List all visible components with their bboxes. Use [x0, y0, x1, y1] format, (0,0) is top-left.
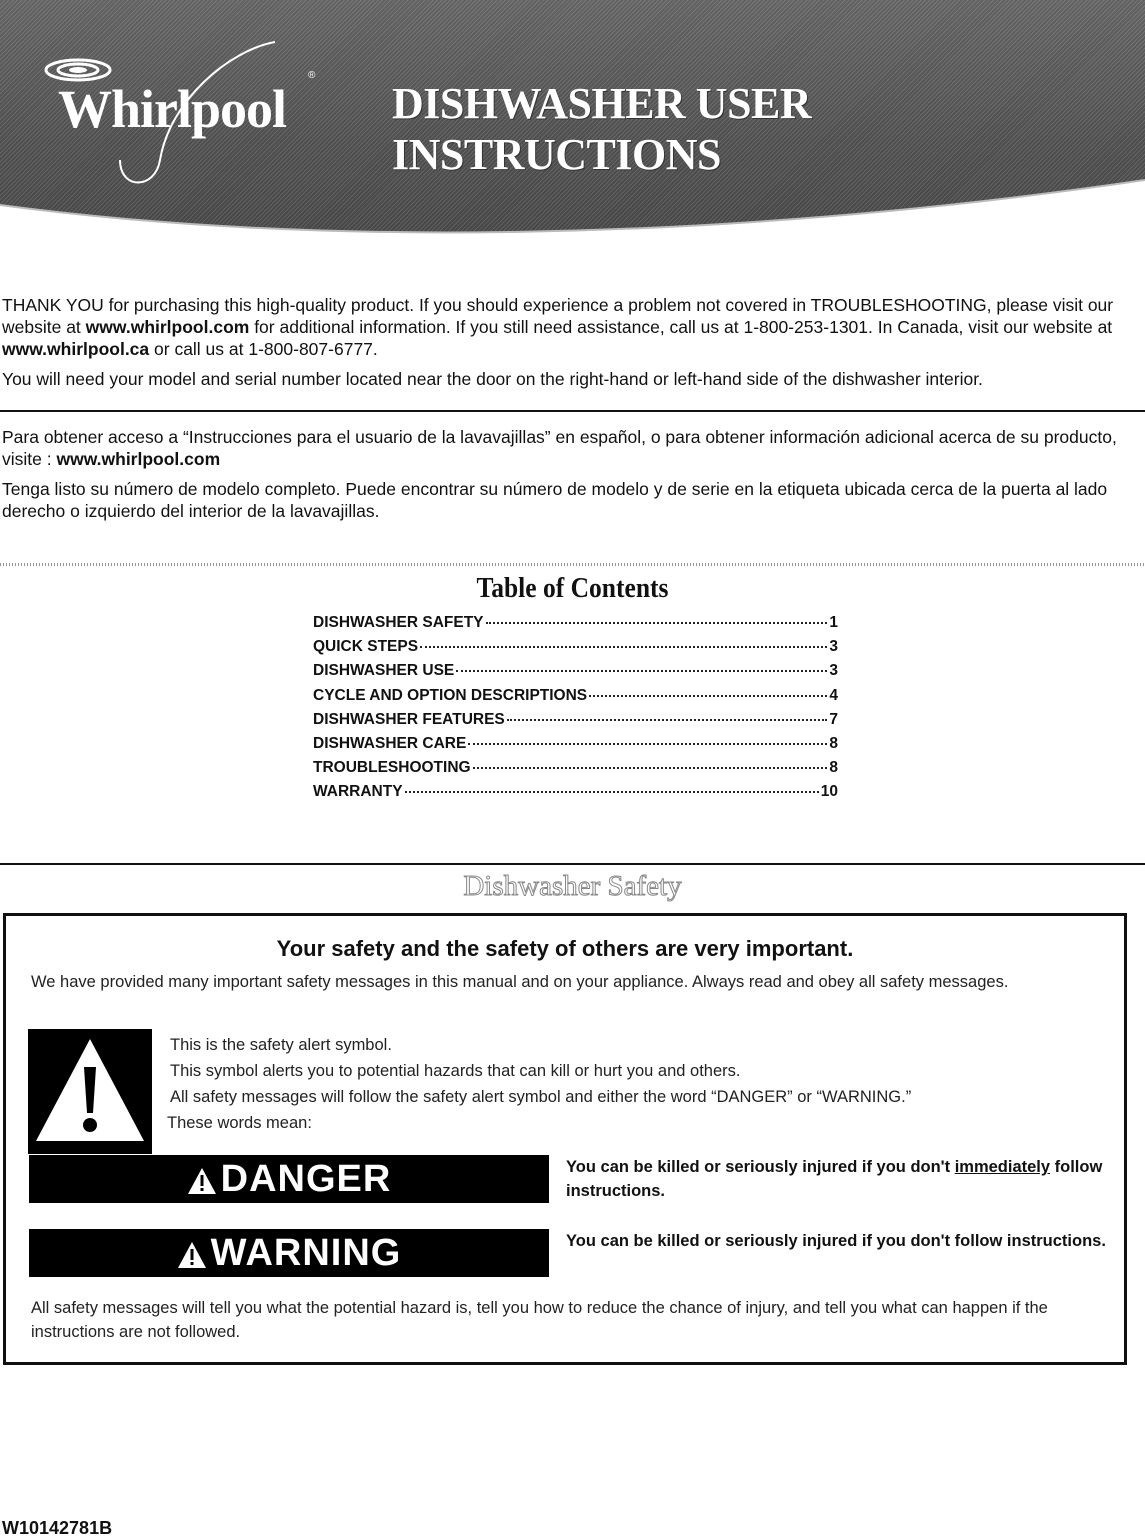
- table-of-contents: [313, 614, 838, 808]
- alert-line: All safety messages will follow the safety alert symbol and either the word “DANGER” or “WARNING.”: [170, 1088, 912, 1106]
- svg-text:®: ®: [308, 70, 316, 81]
- toc-entry-label: CYCLE AND OPTION DESCRIPTIONS: [313, 686, 588, 704]
- section-title: Dishwasher Safety: [463, 870, 682, 902]
- toc-entry[interactable]: [313, 638, 838, 662]
- spanish-paragraph: Para obtener acceso a “Instrucciones para el usuario de la lavavajillas” en español, o para obtener información adicional acerca de su producto, visite : www.whirlpool.com: [2, 427, 1117, 469]
- toc-entry-page: 8: [829, 759, 838, 777]
- safety-heading: Your safety and the safety of others are very important.: [276, 936, 854, 961]
- toc-entry[interactable]: [313, 687, 838, 711]
- toc-entry[interactable]: [313, 614, 838, 638]
- alert-line: This symbol alerts you to potential hazards that can kill or hurt you and others.: [170, 1062, 741, 1080]
- warning-label: WARNING: [210, 1232, 402, 1274]
- dotted-divider: [0, 563, 1145, 566]
- intro-paragraph: THANK YOU for purchasing this high-quality product. If you should experience a problem not covered in TROUBLESHOOTING, please visit our website at www.whirlpool.com for additional information. If you still need assistance, call us at 1-800-253-1301. In Canada, visit our website at www.whirlpool.ca or call us at 1-800-807-6777.: [2, 295, 1114, 359]
- toc-entry[interactable]: [313, 735, 838, 759]
- website-link-us[interactable]: www.whirlpool.com: [85, 317, 250, 337]
- toc-entry-label: WARRANTY: [313, 783, 403, 801]
- model-number-note: You will need your model and serial number located near the door on the right-hand or left-hand side of the dishwasher interior.: [2, 369, 983, 389]
- toc-entry-page: 3: [829, 662, 838, 680]
- toc-leader-dots: [405, 790, 819, 793]
- toc-entry-label: DISHWASHER USE: [313, 662, 455, 680]
- divider: [0, 410, 1145, 412]
- toc-entry[interactable]: [313, 662, 838, 686]
- toc-entry-page: 3: [829, 638, 838, 656]
- toc-entry-page: 10: [820, 783, 838, 801]
- toc-leader-dots: [589, 694, 827, 697]
- toc-entry-label: QUICK STEPS: [313, 638, 419, 656]
- toc-entry-page: 7: [829, 710, 838, 728]
- alert-explanation: [167, 1036, 1070, 1140]
- website-link-ca[interactable]: www.whirlpool.ca: [2, 339, 150, 359]
- toc-entry[interactable]: [313, 783, 838, 807]
- toc-leader-dots: [468, 742, 827, 745]
- intro-section: [2, 294, 1142, 398]
- toc-entry[interactable]: [313, 759, 838, 783]
- safety-footer-text: All safety messages will tell you what the potential hazard is, tell you how to reduce the chance of injury, and tell you what can happen if the instructions are not followed.: [31, 1299, 1048, 1341]
- safety-intro: We have provided many important safety messages in this manual and on your appliance. Always read and obey all safety messages.: [31, 973, 1009, 991]
- header-banner: [0, 0, 1145, 260]
- safety-alert-icon: [28, 1029, 152, 1154]
- warning-triangle-icon: [177, 1241, 207, 1269]
- toc-leader-dots: [473, 766, 828, 769]
- toc-entry-label: DISHWASHER SAFETY: [313, 614, 484, 631]
- toc-entry-label: DISHWASHER CARE: [313, 734, 467, 752]
- spanish-model-note: Tenga listo su número de modelo completo. Puede encontrar su número de modelo y de serie en la etiqueta ubicada cerca de la puerta al lado derecho o izquierdo del interior de la lavavajillas.: [2, 479, 1108, 521]
- brand-logo: Whirlpool: [58, 79, 287, 139]
- website-link-es[interactable]: www.whirlpool.com: [56, 449, 221, 469]
- toc-leader-dots: [456, 669, 827, 672]
- toc-entry-page: 8: [829, 734, 838, 752]
- toc-title: Table of Contents: [476, 572, 669, 604]
- danger-description: You can be killed or seriously injured if you don't immediately follow instructions.: [566, 1158, 1103, 1200]
- toc-entry[interactable]: [313, 711, 838, 735]
- toc-entry-label: TROUBLESHOOTING: [313, 759, 471, 777]
- divider: [0, 863, 1145, 865]
- alert-line: This is the safety alert symbol.: [170, 1036, 392, 1054]
- toc-leader-dots: [486, 621, 828, 624]
- toc-entry-page: 4: [829, 686, 838, 704]
- spanish-section: [2, 426, 1142, 530]
- toc-leader-dots: [507, 718, 828, 721]
- danger-label: DANGER: [220, 1158, 392, 1200]
- warning-description: You can be killed or seriously injured if you don't follow instructions.: [566, 1232, 1106, 1250]
- warning-triangle-icon: [187, 1167, 217, 1195]
- safety-box: [3, 913, 1127, 1365]
- document-number: W10142781B: [2, 1518, 113, 1538]
- alert-line: These words mean:: [167, 1114, 312, 1132]
- danger-signal-bar: [29, 1155, 549, 1203]
- toc-entry-label: DISHWASHER FEATURES: [313, 710, 505, 728]
- document-title: DISHWASHER USER INSTRUCTIONS: [392, 79, 812, 179]
- toc-leader-dots: [420, 645, 827, 648]
- warning-signal-bar: [29, 1229, 549, 1277]
- toc-entry-page: 1: [829, 614, 838, 631]
